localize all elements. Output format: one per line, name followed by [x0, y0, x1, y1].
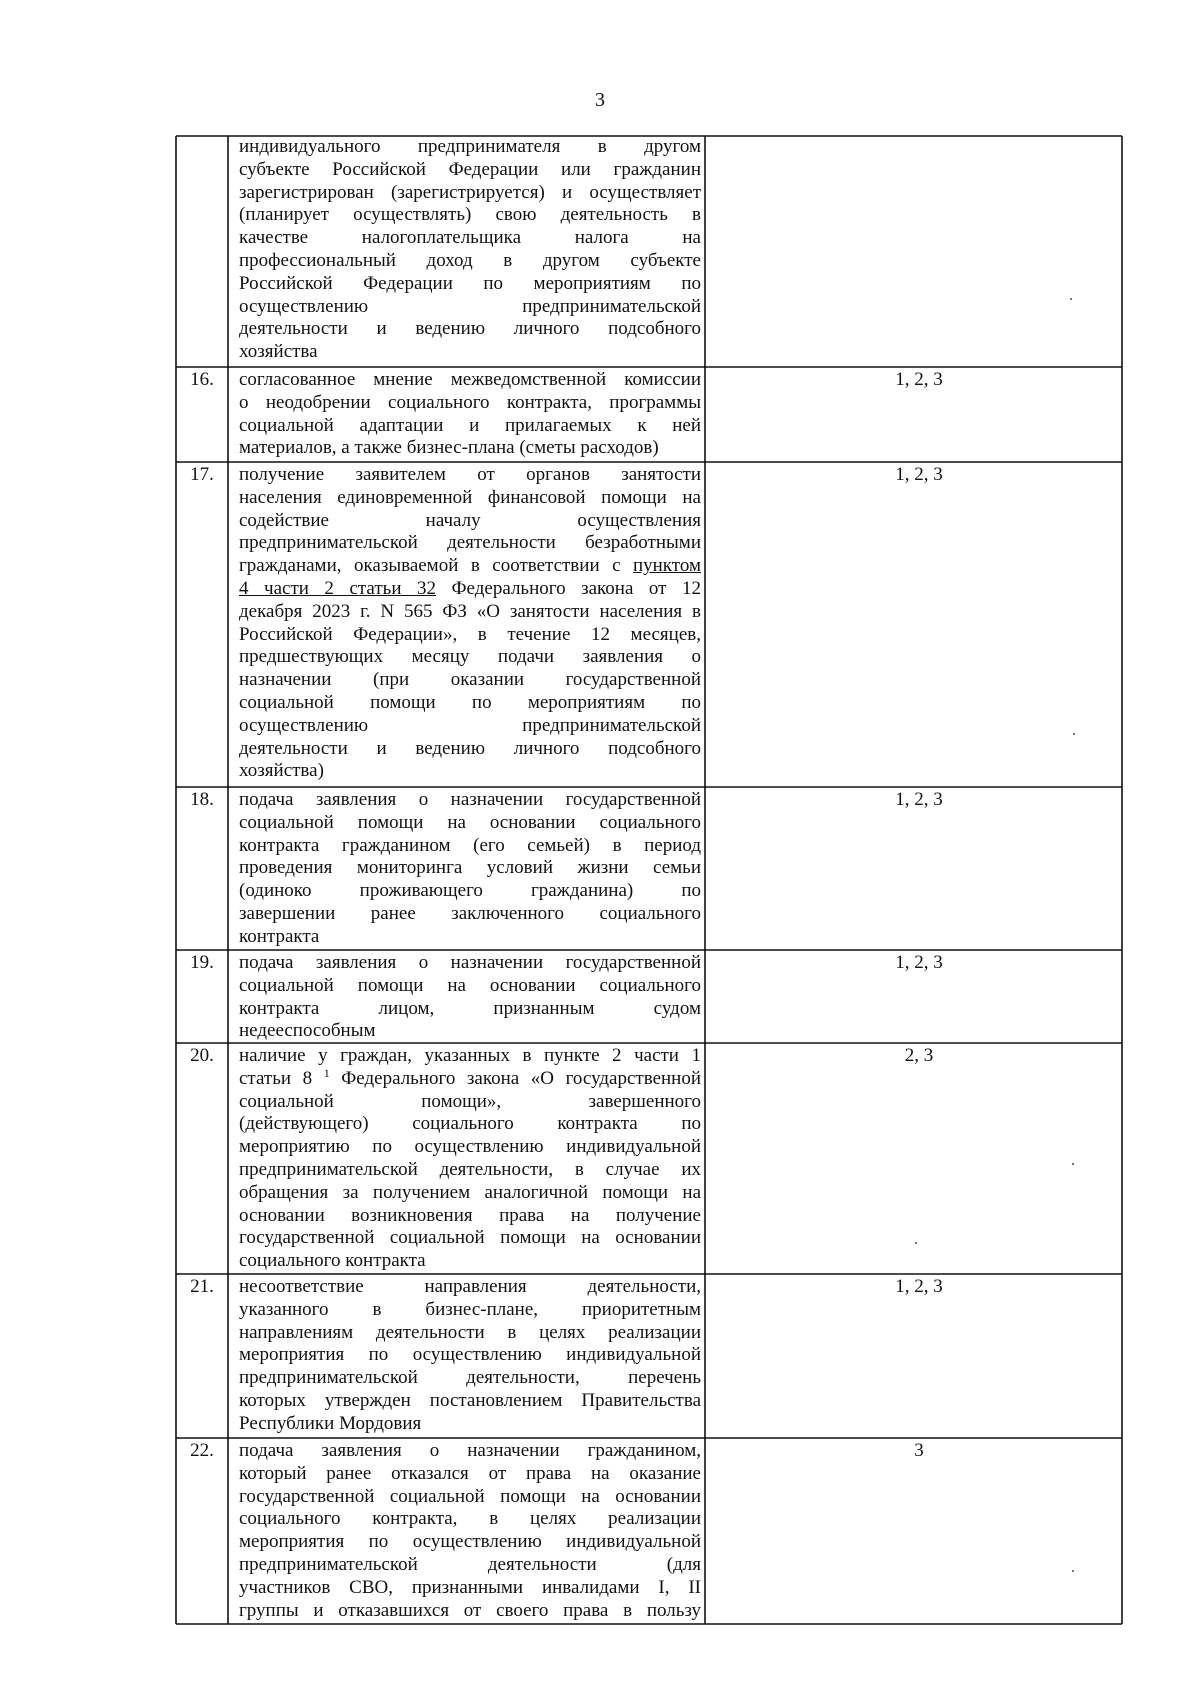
row-description: [239, 1276, 701, 1436]
row-groups: 1, 2, 3: [895, 1276, 943, 1297]
row-number: 20.: [190, 1045, 214, 1066]
text-line: назначении (при оказании государственной: [239, 669, 701, 691]
text-line: группы и отказавшихся от своего права в пользу: [239, 1599, 701, 1621]
text-line: завершении ранее заключенного социального: [239, 902, 701, 924]
text-line: содействие началу осуществления: [239, 509, 701, 531]
text-line: предпринимательской деятельности безработными: [239, 532, 701, 554]
text-line: деятельности и ведению личного подсобного: [239, 318, 701, 340]
row-description: [239, 952, 701, 1043]
text-line: проведения мониторинга условий жизни семьи: [239, 857, 701, 879]
text-line: недееспособным: [239, 1020, 376, 1042]
text-line: (одиноко проживающего гражданина) по: [239, 880, 701, 902]
row-groups: 1, 2, 3: [895, 952, 943, 973]
row-description: [239, 464, 701, 783]
text-line: качестве налогоплательщика налога на: [239, 227, 701, 249]
text-line: деятельности и ведению личного подсобного: [239, 737, 701, 759]
text-line: контракта гражданином (его семьей) в период: [239, 834, 701, 856]
row-groups: 3: [914, 1440, 924, 1461]
text-line: профессиональный доход в другом субъекте: [239, 249, 701, 271]
text-line: о неодобрении социального контракта, программы: [239, 391, 701, 413]
text-line: предпринимательской деятельности (для: [239, 1553, 701, 1575]
scan-speck: [1072, 1163, 1074, 1165]
text-line-with-link: 4 части 2 статьи 32 Федерального закона от 12: [239, 577, 701, 599]
text-line: индивидуального предпринимателя в другом: [239, 136, 701, 157]
text-line: направлениям деятельности в целях реализации: [239, 1321, 701, 1343]
text-line: (действующего) социального контракта по: [239, 1113, 701, 1135]
legal-reference-link[interactable]: пунктом: [632, 555, 701, 577]
row-description: [239, 789, 701, 949]
row-groups: 1, 2, 3: [895, 789, 943, 810]
text-line: осуществлению предпринимательской: [239, 714, 701, 736]
text-line: предпринимательской деятельности, перечень: [239, 1367, 701, 1389]
text-line: предпринимательской деятельности, в случае их: [239, 1158, 701, 1180]
text-line: хозяйства: [239, 341, 318, 363]
text-line: социальной помощи на основании социального: [239, 974, 701, 996]
text-line: которых утвержден постановлением Правительства: [239, 1389, 701, 1411]
text-line: наличие у граждан, указанных в пункте 2 части 1: [239, 1045, 701, 1066]
scan-speck: [1070, 298, 1072, 300]
text-line: населения единовременной финансовой помощи на: [239, 486, 701, 508]
row-description: [239, 1440, 701, 1622]
row-description: [239, 369, 701, 460]
text-line: Республики Мордовия: [239, 1412, 422, 1434]
text-line: подача заявления о назначении государственной: [239, 952, 701, 973]
scan-speck: [915, 1242, 917, 1244]
text-line: мероприятию по осуществлению индивидуальной: [239, 1136, 701, 1158]
text-line: социального контракта, в целях реализации: [239, 1508, 701, 1530]
text-line: социальной помощи на основании социального: [239, 811, 701, 833]
article-superscript: 1: [323, 1067, 330, 1080]
text-line: получение заявителем от органов занятости: [239, 464, 701, 485]
row-groups: 1, 2, 3: [895, 464, 943, 485]
text-line: участников СВО, признанными инвалидами I, II: [239, 1576, 701, 1598]
text-line: указанного в бизнес-плане, приоритетным: [239, 1298, 701, 1320]
text-line: (планирует осуществлять) свою деятельность в: [239, 204, 701, 226]
row-number: 17.: [190, 464, 214, 485]
text-line: несоответствие направления деятельности,: [239, 1276, 701, 1297]
text-line: контракта лицом, признанным судом: [239, 997, 701, 1019]
row-number: 16.: [190, 369, 214, 390]
text-line: предшествующих месяцу подачи заявления о: [239, 646, 701, 668]
text-line: основании возникновения права на получение: [239, 1204, 701, 1226]
text-line: осуществлению предпринимательской: [239, 295, 701, 317]
row-description: [239, 136, 701, 364]
row-groups: 1, 2, 3: [895, 369, 943, 390]
page-number: 3: [595, 89, 605, 111]
text-line: социальной адаптации и прилагаемых к ней: [239, 414, 701, 436]
text-line-with-superscript: статьи 8 $^1$ Федерального закона «О государственной: [239, 1067, 701, 1089]
text-line-with-link: гражданами, оказываемой в соответствии с пунктом: [239, 555, 701, 577]
row-groups: 2, 3: [904, 1045, 934, 1066]
text-line: согласованное мнение межведомственной комиссии: [239, 369, 701, 390]
text-line: мероприятия по осуществлению индивидуальной: [239, 1344, 701, 1366]
text-line: контракта: [239, 925, 320, 947]
text-line: социального контракта: [239, 1250, 426, 1272]
text-line: хозяйства): [239, 760, 324, 782]
text-line: зарегистрирован (зарегистрируется) и осуществляет: [239, 181, 701, 203]
text-line: государственной социальной помощи на основании: [239, 1485, 701, 1507]
text-line: социальной помощи по мероприятиям по: [239, 691, 701, 713]
text-line: который ранее отказался от права на оказание: [239, 1462, 701, 1484]
text-line: Российской Федерации», в течение 12 месяцев,: [239, 623, 701, 645]
scan-speck: [1072, 1570, 1074, 1572]
row-number: 18.: [190, 789, 214, 810]
text-line: социальной помощи», завершенного: [239, 1090, 701, 1112]
text-line: декабря 2023 г. N 565 ФЗ «О занятости населения в: [239, 600, 701, 622]
row-number: 22.: [190, 1440, 214, 1461]
text-line: мероприятия по осуществлению индивидуальной: [239, 1531, 701, 1553]
text-line: подача заявления о назначении гражданином,: [239, 1440, 701, 1461]
text-line: субъекте Российской Федерации или гражданин: [239, 158, 701, 180]
row-number: 21.: [190, 1276, 214, 1297]
text-line: государственной социальной помощи на основании: [239, 1227, 701, 1249]
scan-speck: [1073, 733, 1075, 735]
row-number: 19.: [190, 952, 214, 973]
text-line: Российской Федерации по мероприятиям по: [239, 272, 701, 294]
row-description: [239, 1045, 701, 1273]
text-line: обращения за получением аналогичной помощи на: [239, 1181, 701, 1203]
text-line: подача заявления о назначении государственной: [239, 789, 701, 810]
legal-reference-link[interactable]: 4 части 2 статьи 32: [239, 577, 437, 599]
text-line: материалов, а также бизнес-плана (сметы расходов): [239, 437, 659, 459]
